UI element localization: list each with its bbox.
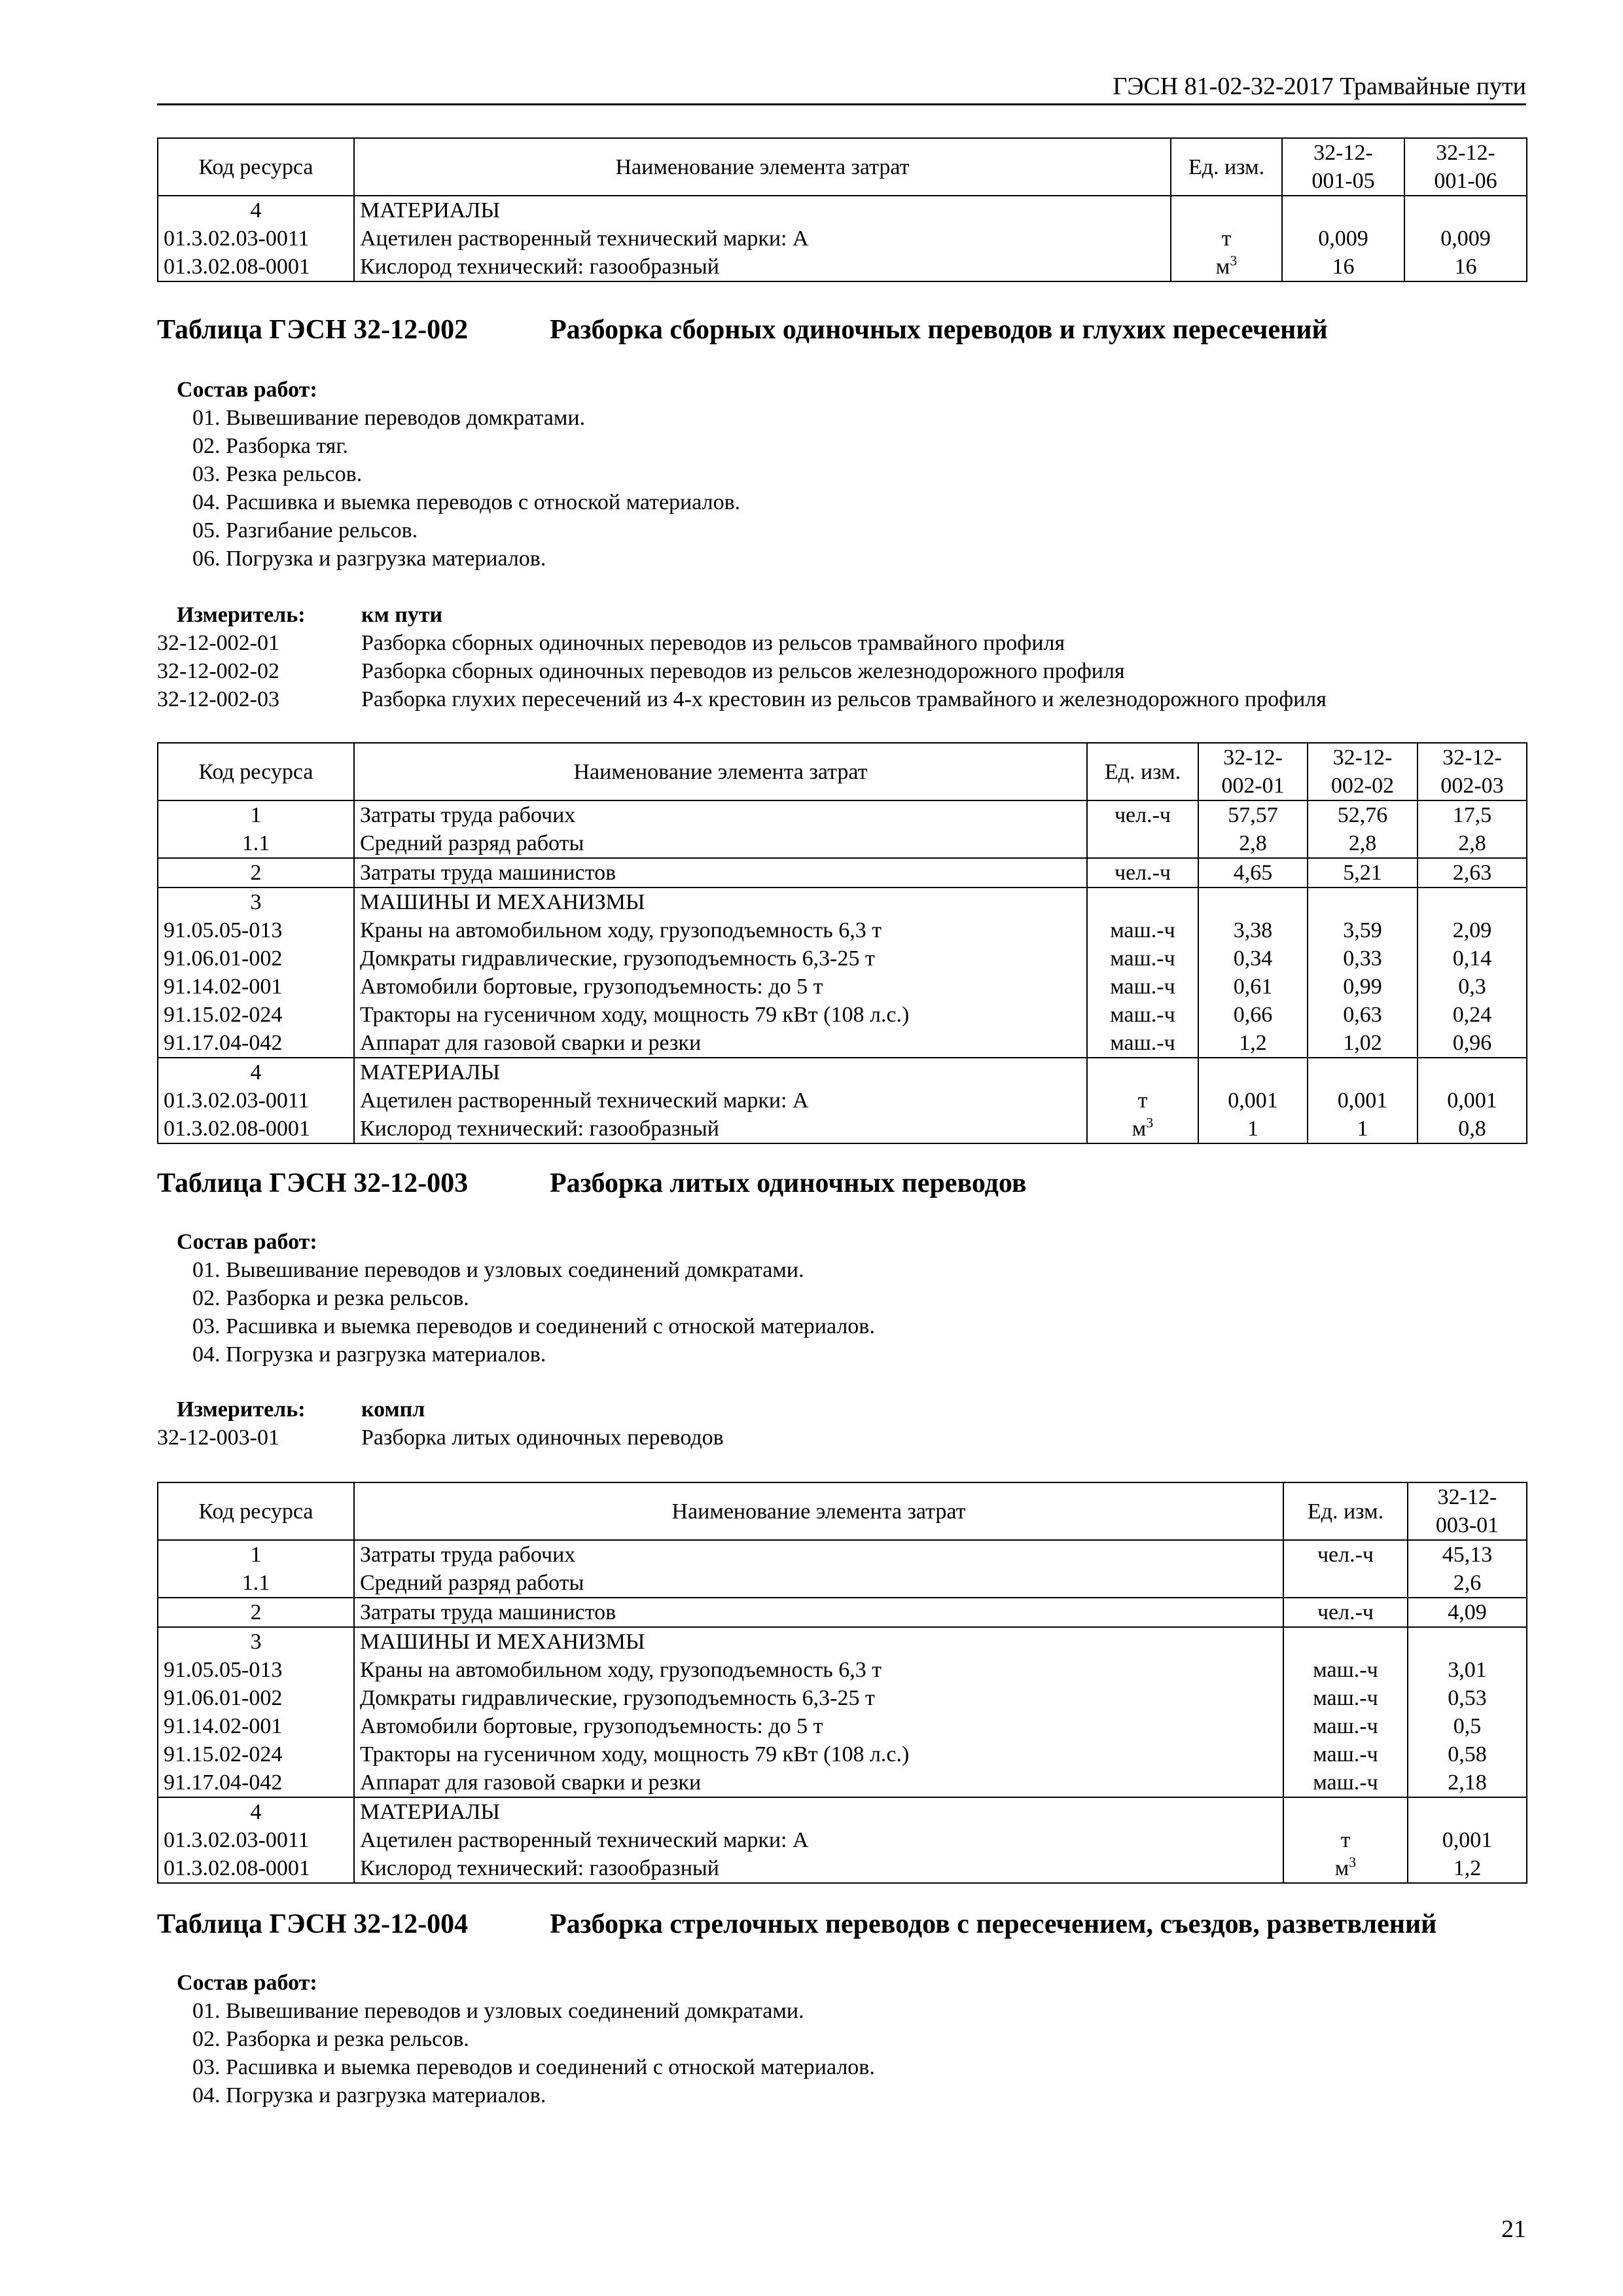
resource-name: Домкраты гидравлические, грузоподъемность 6,3-25 т <box>354 1684 1283 1712</box>
norm-value: 0,001 <box>1418 1086 1527 1115</box>
table-heading: Разборка сборных одиночных переводов и глухих пересечений <box>550 315 1328 345</box>
resource-name: Затраты труда рабочих <box>354 800 1087 829</box>
norm-value: 3,01 <box>1408 1656 1527 1684</box>
col-norm-header: 32-12- 002-01 <box>1198 743 1308 800</box>
work-step: 03. Расшивка и выемка переводов и соединений с отноской материалов. <box>192 1314 875 1338</box>
resource-unit: т <box>1171 224 1282 253</box>
norm-value: 57,57 <box>1198 800 1308 829</box>
resource-unit: маш.-ч <box>1087 973 1198 1001</box>
col-name-header: Наименование элемента затрат <box>354 743 1087 800</box>
resource-name: Тракторы на гусеничном ходу, мощность 79 кВт (108 л.с.) <box>354 1740 1283 1768</box>
norm-value: 0,66 <box>1198 1001 1308 1029</box>
resource-unit: маш.-ч <box>1283 1768 1408 1797</box>
resource-name: Краны на автомобильном ходу, грузоподъемность 6,3 т <box>354 916 1087 944</box>
resource-name: Краны на автомобильном ходу, грузоподъемность 6,3 т <box>354 1656 1283 1684</box>
table-row <box>158 944 1527 973</box>
norm-value <box>1408 1797 1527 1826</box>
resource-unit: маш.-ч <box>1087 1001 1198 1029</box>
norm-value: 17,5 <box>1418 800 1527 829</box>
table-row <box>158 1712 1527 1740</box>
resource-code: 91.14.02-001 <box>158 1712 354 1740</box>
measure-unit: км пути <box>361 603 443 627</box>
table-row <box>158 224 1527 253</box>
resource-code: 91.06.01-002 <box>158 944 354 973</box>
table-row <box>158 253 1527 281</box>
norm-value: 52,76 <box>1308 800 1418 829</box>
resource-code: 91.05.05-013 <box>158 1656 354 1684</box>
resource-unit: чел.-ч <box>1283 1598 1408 1627</box>
page-header <box>157 71 1526 105</box>
norm-value: 0,61 <box>1198 973 1308 1001</box>
table-row <box>158 1684 1527 1712</box>
norm-value <box>1198 888 1308 916</box>
col-norm-header: 32-12- 001-05 <box>1282 138 1404 196</box>
table-row <box>158 973 1527 1001</box>
resource-code: 3 <box>158 1627 354 1656</box>
work-step: 04. Погрузка и разгрузка материалов. <box>192 1342 546 1367</box>
measures-003 <box>157 1395 724 1452</box>
resource-unit <box>1283 1797 1408 1826</box>
resource-code: 91.14.02-001 <box>158 973 354 1001</box>
resource-name: Кислород технический: газообразный <box>354 253 1171 281</box>
resource-code: 91.15.02-024 <box>158 1001 354 1029</box>
norm-value: 2,63 <box>1418 858 1527 888</box>
resource-unit <box>1087 888 1198 916</box>
resource-code: 4 <box>158 1058 354 1086</box>
norm-value: 2,8 <box>1418 829 1527 858</box>
table-row <box>158 1797 1527 1826</box>
resource-unit: маш.-ч <box>1087 916 1198 944</box>
resource-name: Аппарат для газовой сварки и резки <box>354 1768 1283 1797</box>
table-row <box>158 858 1527 888</box>
norm-value: 1,02 <box>1308 1029 1418 1058</box>
resource-table-001 <box>157 137 1527 282</box>
norm-value: 0,001 <box>1408 1826 1527 1854</box>
work-step: 03. Резка рельсов. <box>192 462 363 486</box>
table-row <box>158 1826 1527 1854</box>
col-code-header: Код ресурса <box>158 138 354 196</box>
resource-unit: $м^3$ <box>1283 1854 1408 1883</box>
col-code-header: Код ресурса <box>158 1482 354 1540</box>
work-step: 01. Вывешивание переводов домкратами. <box>192 406 586 430</box>
resource-name: Средний разряд работы <box>354 829 1087 858</box>
table-row <box>158 916 1527 944</box>
resource-code: 01.3.02.08-0001 <box>158 253 354 281</box>
norm-value: 0,009 <box>1404 224 1527 253</box>
resource-name: Затраты труда рабочих <box>354 1540 1283 1569</box>
work-step: 03. Расшивка и выемка переводов и соединений с отноской материалов. <box>192 2055 875 2079</box>
table-row <box>158 829 1527 858</box>
norm-value: 3,38 <box>1198 916 1308 944</box>
work-composition-004 <box>177 1969 875 2109</box>
table-row <box>158 1115 1527 1143</box>
col-unit-header: Ед. изм. <box>1171 138 1282 196</box>
resource-unit: маш.-ч <box>1283 1712 1408 1740</box>
table-row <box>158 1086 1527 1115</box>
resource-code: 91.17.04-042 <box>158 1768 354 1797</box>
work-step: 06. Погрузка и разгрузка материалов. <box>192 547 546 571</box>
norm-value: 0,58 <box>1408 1740 1527 1768</box>
measures-002 <box>157 601 1327 713</box>
norm-value: 3,59 <box>1308 916 1418 944</box>
resource-code: 2 <box>158 858 354 888</box>
resource-unit <box>1087 1058 1198 1086</box>
resource-name: Автомобили бортовые, грузоподъемность: до 5 т <box>354 973 1087 1001</box>
work-composition-header: Состав работ: <box>177 378 317 402</box>
resource-unit: чел.-ч <box>1283 1540 1408 1569</box>
resource-code: 91.06.01-002 <box>158 1684 354 1712</box>
norm-value: 0,33 <box>1308 944 1418 973</box>
resource-name: Аппарат для газовой сварки и резки <box>354 1029 1087 1058</box>
resource-unit: т <box>1283 1826 1408 1854</box>
document-title: ГЭСН 81-02-32-2017 Трамвайные пути <box>1113 73 1526 100</box>
resource-unit: маш.-ч <box>1283 1684 1408 1712</box>
norm-value <box>1418 1058 1527 1086</box>
norm-value: 0,99 <box>1308 973 1418 1001</box>
measure-unit: компл <box>361 1397 425 1422</box>
norm-value: 1,2 <box>1408 1854 1527 1883</box>
table-row <box>158 1656 1527 1684</box>
norm-value: 1,2 <box>1198 1029 1308 1058</box>
resource-unit <box>1283 1627 1408 1656</box>
resource-code: 01.3.02.03-0011 <box>158 1086 354 1115</box>
resource-table-002 <box>157 742 1527 1144</box>
measure-label: Измеритель: <box>177 1397 306 1422</box>
col-unit-header: Ед. изм. <box>1087 743 1198 800</box>
col-norm-header: 32-12- 003-01 <box>1408 1482 1527 1540</box>
work-step: 04. Расшивка и выемка переводов с отноской материалов. <box>192 490 741 514</box>
resource-name: Кислород технический: газообразный <box>354 1854 1283 1883</box>
resource-code: 91.17.04-042 <box>158 1029 354 1058</box>
resource-code: 4 <box>158 1797 354 1826</box>
resource-unit: маш.-ч <box>1283 1656 1408 1684</box>
work-step: 05. Разгибание рельсов. <box>192 518 418 543</box>
resource-code: 1 <box>158 1540 354 1569</box>
norm-value <box>1308 1058 1418 1086</box>
norm-value: 0,5 <box>1408 1712 1527 1740</box>
norm-value <box>1408 1627 1527 1656</box>
table-heading: Разборка стрелочных переводов с пересечением, съездов, разветвлений <box>550 1909 1437 1939</box>
norm-value <box>1282 196 1404 224</box>
norm-value: 0,001 <box>1198 1086 1308 1115</box>
col-name-header: Наименование элемента затрат <box>354 138 1171 196</box>
measure-row: 32-12-003-01 Разборка литых одиночных переводов <box>157 1426 724 1450</box>
norm-value: 5,21 <box>1308 858 1418 888</box>
norm-value: 16 <box>1282 253 1404 281</box>
norm-value: 0,009 <box>1282 224 1404 253</box>
resource-code: 2 <box>158 1598 354 1627</box>
table-row <box>158 1001 1527 1029</box>
table-row <box>158 1740 1527 1768</box>
resource-table-003 <box>157 1482 1527 1884</box>
table-title-002 <box>157 313 1328 347</box>
resource-name: МАШИНЫ И МЕХАНИЗМЫ <box>354 888 1087 916</box>
resource-name: МАШИНЫ И МЕХАНИЗМЫ <box>354 1627 1283 1656</box>
resource-unit: чел.-ч <box>1087 800 1198 829</box>
table-row <box>158 1768 1527 1797</box>
norm-value: 0,24 <box>1418 1001 1527 1029</box>
norm-value: 0,8 <box>1418 1115 1527 1143</box>
norm-value: 1 <box>1198 1115 1308 1143</box>
resource-code: 01.3.02.08-0001 <box>158 1854 354 1883</box>
norm-value: 0,001 <box>1308 1086 1418 1115</box>
norm-value: 2,18 <box>1408 1768 1527 1797</box>
norm-value: 2,8 <box>1308 829 1418 858</box>
col-name-header: Наименование элемента затрат <box>354 1482 1283 1540</box>
table-row <box>158 800 1527 829</box>
norm-value <box>1418 888 1527 916</box>
page-number: 21 <box>1501 2215 1526 2243</box>
resource-unit: маш.-ч <box>1283 1740 1408 1768</box>
work-composition-header: Состав работ: <box>177 1971 317 1995</box>
table-number: Таблица ГЭСН 32-12-002 <box>157 315 469 345</box>
col-norm-header: 32-12- 002-03 <box>1418 743 1527 800</box>
resource-name: Ацетилен растворенный технический марки: А <box>354 1826 1283 1854</box>
measure-label: Измеритель: <box>177 603 306 627</box>
resource-code: 4 <box>158 196 354 224</box>
table-row <box>158 1854 1527 1883</box>
table-title-003 <box>157 1166 1027 1200</box>
col-unit-header: Ед. изм. <box>1283 1482 1408 1540</box>
resource-code: 91.05.05-013 <box>158 916 354 944</box>
norm-value: 2,6 <box>1408 1569 1527 1598</box>
resource-name: Средний разряд работы <box>354 1569 1283 1598</box>
work-step: 01. Вывешивание переводов и узловых соединений домкратами. <box>192 1258 804 1282</box>
resource-code: 3 <box>158 888 354 916</box>
norm-value: 2,8 <box>1198 829 1308 858</box>
table-row <box>158 888 1527 916</box>
resource-code: 1.1 <box>158 1569 354 1598</box>
resource-unit: чел.-ч <box>1087 858 1198 888</box>
resource-name: Затраты труда машинистов <box>354 858 1087 888</box>
norm-value <box>1198 1058 1308 1086</box>
resource-unit: $м^3$ <box>1171 253 1282 281</box>
resource-unit <box>1283 1569 1408 1598</box>
table-number: Таблица ГЭСН 32-12-004 <box>157 1909 469 1939</box>
col-code-header: Код ресурса <box>158 743 354 800</box>
resource-unit: маш.-ч <box>1087 944 1198 973</box>
table-title-004 <box>157 1907 1436 1941</box>
table-row <box>158 1627 1527 1656</box>
norm-value: 4,65 <box>1198 858 1308 888</box>
norm-value: 0,14 <box>1418 944 1527 973</box>
resource-name: Ацетилен растворенный технический марки: А <box>354 1086 1087 1115</box>
table-row <box>158 1029 1527 1058</box>
resource-name: Домкраты гидравлические, грузоподъемность 6,3-25 т <box>354 944 1087 973</box>
measure-row: 32-12-002-03 Разборка глухих пересечений из 4-х крестовин из рельсов трамвайного и железнодорожного профиля <box>157 687 1327 711</box>
work-step: 01. Вывешивание переводов и узловых соединений домкратами. <box>192 1999 804 2023</box>
table-row <box>158 1058 1527 1086</box>
resource-code: 1 <box>158 800 354 829</box>
work-step: 02. Разборка и резка рельсов. <box>192 2027 469 2051</box>
work-step: 04. Погрузка и разгрузка материалов. <box>192 2083 546 2108</box>
norm-value: 0,34 <box>1198 944 1308 973</box>
resource-name: МАТЕРИАЛЫ <box>354 196 1171 224</box>
measure-row: 32-12-002-02 Разборка сборных одиночных переводов из рельсов железнодорожного профиля <box>157 659 1125 683</box>
table-row <box>158 196 1527 224</box>
norm-value: 1 <box>1308 1115 1418 1143</box>
norm-value: 16 <box>1404 253 1527 281</box>
table-row <box>158 1540 1527 1569</box>
resource-code: 91.15.02-024 <box>158 1740 354 1768</box>
resource-unit <box>1087 829 1198 858</box>
col-norm-header: 32-12- 002-02 <box>1308 743 1418 800</box>
resource-code: 01.3.02.03-0011 <box>158 224 354 253</box>
resource-name: Автомобили бортовые, грузоподъемность: до 5 т <box>354 1712 1283 1740</box>
work-composition-header: Состав работ: <box>177 1230 317 1254</box>
norm-value: 45,13 <box>1408 1540 1527 1569</box>
table-heading: Разборка литых одиночных переводов <box>550 1168 1027 1198</box>
resource-name: Ацетилен растворенный технический марки: А <box>354 224 1171 253</box>
resource-name: Кислород технический: газообразный <box>354 1115 1087 1143</box>
norm-value: 0,3 <box>1418 973 1527 1001</box>
resource-unit <box>1171 196 1282 224</box>
norm-value: 0,63 <box>1308 1001 1418 1029</box>
work-step: 02. Разборка и резка рельсов. <box>192 1286 469 1310</box>
norm-value: 0,53 <box>1408 1684 1527 1712</box>
work-step: 02. Разборка тяг. <box>192 434 348 458</box>
col-norm-header: 32-12- 001-06 <box>1404 138 1527 196</box>
norm-value: 0,96 <box>1418 1029 1527 1058</box>
resource-code: 01.3.02.08-0001 <box>158 1115 354 1143</box>
work-composition-002 <box>177 376 740 573</box>
resource-unit: маш.-ч <box>1087 1029 1198 1058</box>
measure-row: 32-12-002-01 Разборка сборных одиночных переводов из рельсов трамвайного профиля <box>157 631 1065 655</box>
norm-value <box>1308 888 1418 916</box>
resource-name: МАТЕРИАЛЫ <box>354 1058 1087 1086</box>
resource-code: 1.1 <box>158 829 354 858</box>
norm-value <box>1404 196 1527 224</box>
work-composition-003 <box>177 1228 875 1369</box>
resource-name: Тракторы на гусеничном ходу, мощность 79 кВт (108 л.с.) <box>354 1001 1087 1029</box>
resource-unit: $м^3$ <box>1087 1115 1198 1143</box>
resource-name: Затраты труда машинистов <box>354 1598 1283 1627</box>
norm-value: 4,09 <box>1408 1598 1527 1627</box>
resource-code: 01.3.02.03-0011 <box>158 1826 354 1854</box>
table-row <box>158 1598 1527 1627</box>
resource-name: МАТЕРИАЛЫ <box>354 1797 1283 1826</box>
resource-unit: т <box>1087 1086 1198 1115</box>
table-number: Таблица ГЭСН 32-12-003 <box>157 1168 469 1198</box>
norm-value: 2,09 <box>1418 916 1527 944</box>
table-row <box>158 1569 1527 1598</box>
